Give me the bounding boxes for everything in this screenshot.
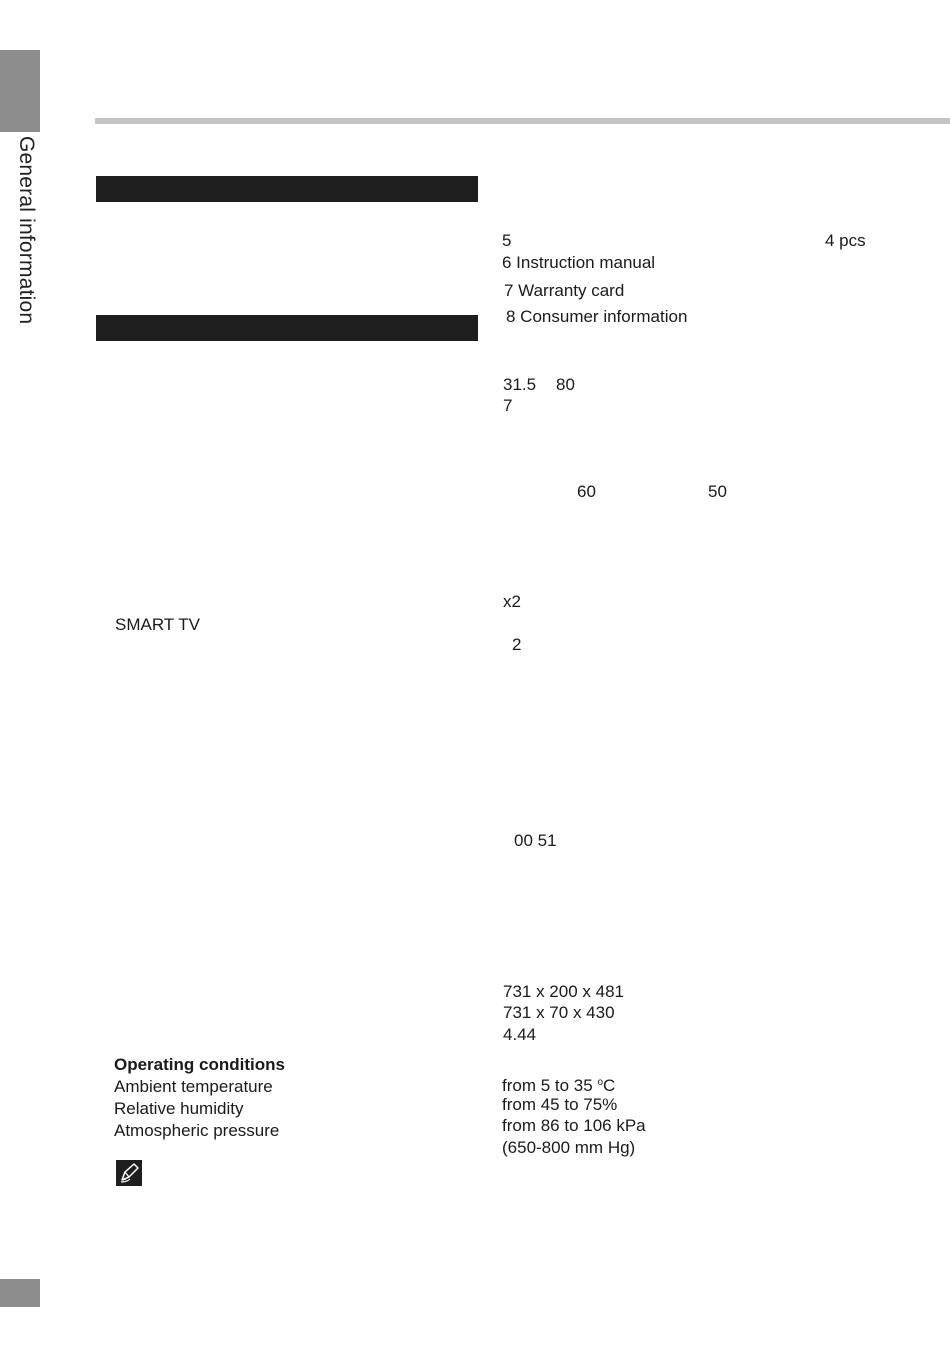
section-heading-bar-2	[96, 315, 478, 341]
page-number-tab	[0, 1279, 40, 1307]
spec-value-dimensions-stand: 731 x 200 x 481	[503, 982, 624, 1001]
section-side-label: General information	[15, 136, 38, 325]
section-heading-bar-1	[96, 176, 478, 202]
degree-symbol: o	[597, 1077, 603, 1088]
atmospheric-pressure-label: Atmospheric pressure	[114, 1121, 280, 1140]
spec-value-diagonal-cm: 80	[556, 375, 575, 394]
spec-value-code: 00 51	[514, 831, 557, 850]
package-item-6: 6 Instruction manual	[502, 253, 656, 272]
package-item-5-quantity: 4 pcs	[825, 231, 866, 250]
ambient-temperature-value	[502, 1072, 615, 1096]
note-pen-icon	[116, 1160, 142, 1186]
spec-value-weight: 4.44	[503, 1025, 537, 1044]
package-item-8: 8 Consumer information	[506, 307, 688, 326]
spec-value-speakers: x2	[503, 592, 521, 611]
spec-value-ports: 2	[512, 635, 522, 654]
temperature-range: from 5 to 35	[502, 1076, 598, 1095]
ambient-temperature-label: Ambient temperature	[114, 1077, 273, 1096]
package-item-7: 7 Warranty card	[504, 281, 625, 300]
spec-value-dimensions-nostand: 731 x 70 x 430	[503, 1003, 615, 1022]
spec-value-diagonal-in: 31.5	[503, 375, 537, 394]
operating-conditions-heading: Operating conditions	[114, 1055, 285, 1074]
package-item-5-number: 5	[502, 231, 512, 250]
spec-value-frequency-a: 60	[577, 482, 596, 501]
temperature-unit: C	[603, 1076, 616, 1095]
header-rule	[95, 118, 950, 124]
atmospheric-pressure-mmhg: (650-800 mm Hg)	[502, 1138, 636, 1157]
spec-value-frequency-b: 50	[708, 482, 727, 501]
relative-humidity-label: Relative humidity	[114, 1099, 244, 1118]
spec-value-2: 7	[503, 396, 513, 415]
side-tab-marker	[0, 50, 40, 132]
atmospheric-pressure-value: from 86 to 106 kPa	[502, 1116, 646, 1135]
relative-humidity-value: from 45 to 75%	[502, 1095, 618, 1114]
feature-smart-tv: SMART TV	[115, 615, 201, 634]
